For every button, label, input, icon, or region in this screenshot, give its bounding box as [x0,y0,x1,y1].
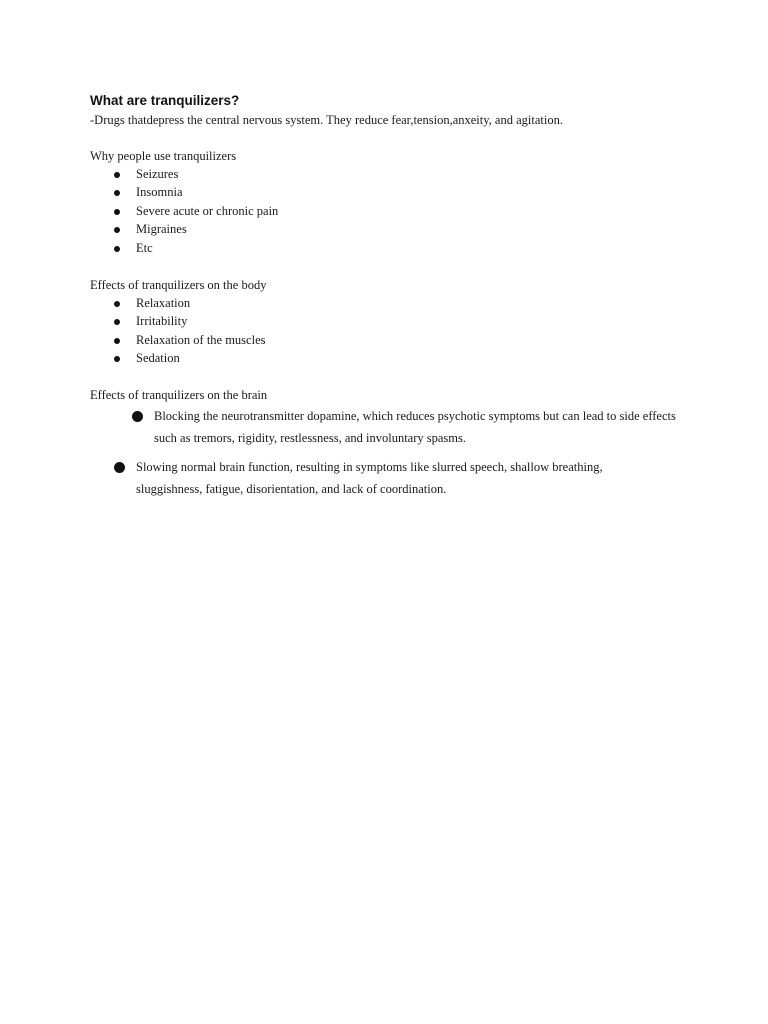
bullet-icon [132,411,143,422]
list-item-text: Severe acute or chronic pain [136,203,279,218]
section-heading-body: Effects of tranquilizers on the body [90,278,267,292]
intro-paragraph: -Drugs thatdepress the central nervous system. They reduce fear,tension,anxeity, and agitation. [90,113,563,127]
list-item-text: Etc [136,240,153,255]
brain-effect-item: Slowing normal brain function, resulting in symptoms like slurred speech, shallow breathing, sluggishness, fatigue, disorientation, and lack of coordination. [136,460,603,496]
list-item-text: Insomnia [136,185,183,200]
bullet-icon [114,209,120,215]
bullet-icon [114,246,120,252]
bullet-icon [114,338,120,344]
bullet-icon [114,462,125,473]
bullet-icon [114,227,120,233]
brain-effect-item: Blocking the neurotransmitter dopamine, which reduces psychotic symptoms but can lead to side effects such as tremors, rigidity, restlessness, and involuntary spasms. [154,409,676,445]
document-title: What are tranquilizers? [90,93,240,108]
bullet-icon [114,301,120,307]
list-item-text: Migraines [136,222,187,237]
bullet-icon [114,190,120,196]
bullet-icon [114,172,120,178]
list-item-text: Sedation [136,351,180,366]
list-item-text: Irritability [136,314,188,329]
bullet-icon [114,319,120,325]
list-item-text: Relaxation of the muscles [136,332,266,347]
bullet-icon [114,356,120,362]
section-heading-use: Why people use tranquilizers [90,149,237,163]
list-item-text: Relaxation [136,296,191,310]
list-item-text: Seizures [136,167,179,181]
section-heading-brain: Effects of tranquilizers on the brain [90,388,268,402]
